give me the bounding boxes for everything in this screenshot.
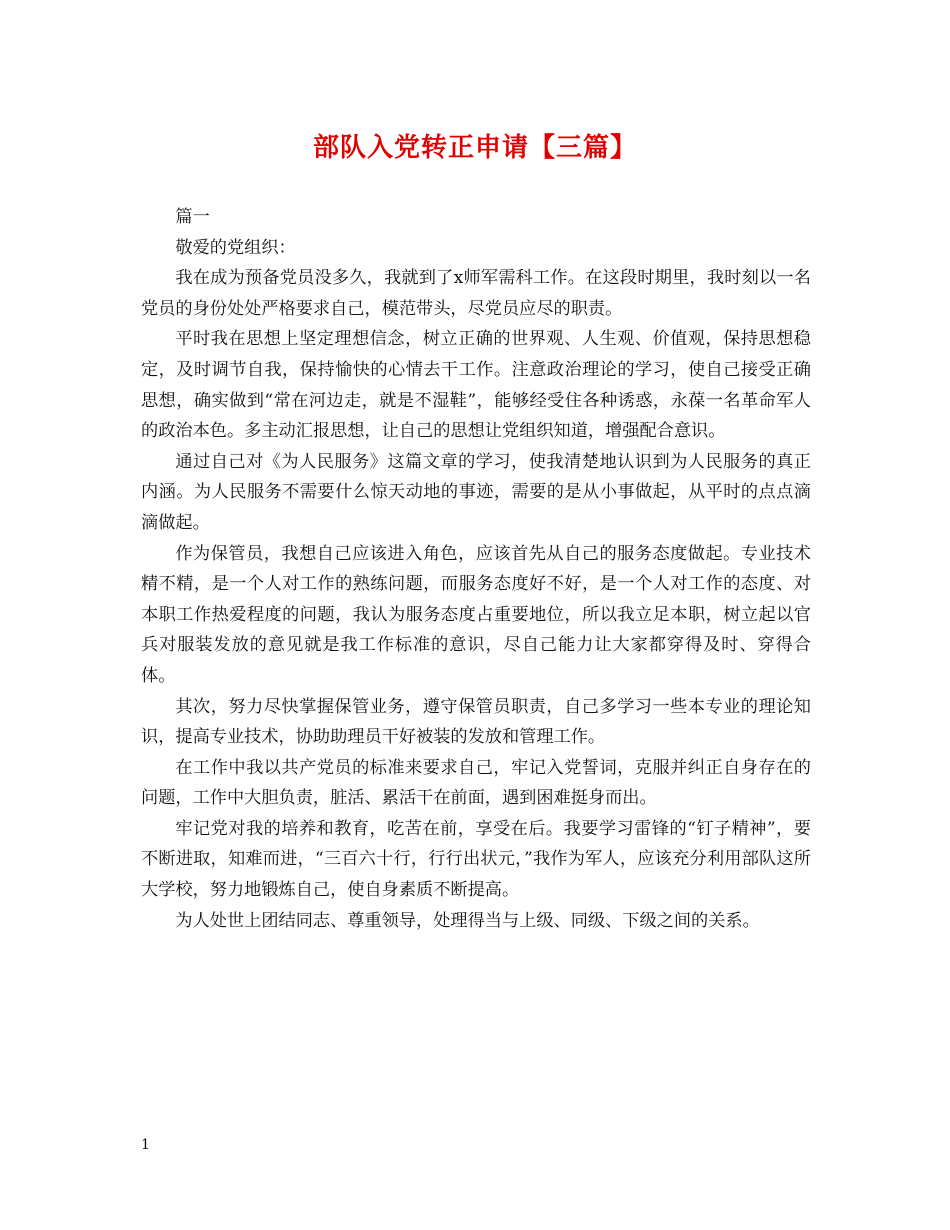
body-paragraph: 牢记党对我的培养和教育，吃苦在前，享受在后。我要学习雷锋的“钉子精神”，要不断进取，知难而进，“三百六十行，行行出状元，”我作为军人，应该充分利用部队这所大学校，努力地锻炼自己，使自身素质不断提高。: [141, 818, 811, 901]
document-body: [141, 202, 811, 936]
body-paragraph: 作为保管员，我想自己应该进入角色，应该首先从自己的服务态度做起。专业技术精不精，是一个人对工作的熟练问题，而服务态度好不好，是一个人对工作的态度、对本职工作热爱程度的问题，我认为服务态度占重要地位，所以我立足本职，树立起以官兵对服装发放的意见就是我工作标准的意识，尽自己能力让大家都穿得及时、穿得合体。: [141, 543, 811, 686]
body-paragraph: 其次，努力尽快掌握保管业务，遵守保管员职责，自己多学习一些本专业的理论知识，提高专业技术，协助助理员干好被装的发放和管理工作。: [141, 696, 811, 748]
body-paragraph: 平时我在思想上坚定理想信念，树立正确的世界观、人生观、价值观，保持思想稳定，及时调节自我，保持愉快的心情去干工作。注意政治理论的学习，使自己接受正确思想，确实做到“常在河边走，就是不湿鞋”，能够经受住各种诱惑，永葆一名革命军人的政治本色。多主动汇报思想，让自己的思想让党组织知道，增强配合意识。: [141, 329, 811, 442]
document-title: 部队入党转正申请【三篇】: [312, 133, 637, 163]
body-paragraph: 为人处世上团结同志、尊重领导，处理得当与上级、同级、下级之间的关系。: [175, 910, 760, 931]
salutation: 敬爱的党组织：: [175, 237, 296, 258]
body-paragraph: 在工作中我以共产党员的标准来要求自己，牢记入党誓词，克服并纠正自身存在的问题，工作中大胆负责，脏活、累活干在前面，遇到困难挺身而出。: [141, 757, 811, 809]
page-number: 1: [141, 1137, 150, 1153]
body-paragraph: 我在成为预备党员没多久，我就到了x师军需科工作。在这段时期里，我时刻以一名党员的身份处处严格要求自己，模范带头，尽党员应尽的职责。: [141, 268, 811, 319]
body-paragraph: 通过自己对《为人民服务》这篇文章的学习，使我清楚地认识到为人民服务的真正内涵。为人民服务不需要什么惊天动地的事迹，需要的是从小事做起，从平时的点点滴滴做起。: [141, 451, 811, 533]
section-heading: 篇一: [175, 207, 210, 227]
